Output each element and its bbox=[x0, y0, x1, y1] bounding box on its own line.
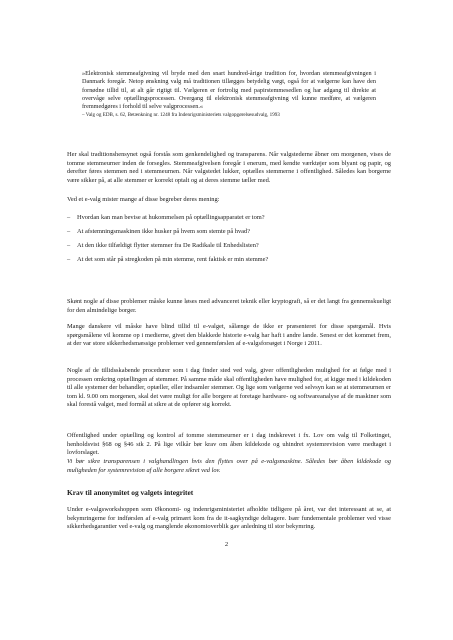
list-dash: – bbox=[67, 228, 71, 236]
paragraph-tradition: Her skal traditionshensynet også forstås som genkendelighed og transparens. Når valgstederne åbner om morgenen, vises de tomme stemmeurner inden de forsegles. Stemmeafgivelsen foregår i enerum, med kendte værktøjer som blyant og papir, og derefter føres stemmen ned i stemmeurnen. Når valgstedet lukker, optælles stemmerne i offentlighed. Således kan borgerne være sikker på, at alle stemmer er korrekt optalt og at deres stemme tæller med. bbox=[67, 151, 391, 184]
list-item bbox=[67, 228, 391, 237]
list-dash: – bbox=[67, 214, 71, 221]
list-item-text: At den ikke tilfældigt flytter stemmer fra De Radikale til Enhedslisten? bbox=[77, 242, 259, 250]
quote-attribution: – Valg og EDB, s. 62, Betænkning nr. 1248 fra Indenrigsministeriets valgopgørelsesudvalg, 1993 bbox=[82, 112, 280, 119]
paragraph-cryptography: Skønt nogle af disse problemer måske kunne løses med advanceret teknik eller kryptografi, så er det langt fra gennemskueligt for den almindelige borger. bbox=[67, 298, 391, 314]
paragraph-blind-trust: Mange danskere vil måske have blind tillid til e-valget, sålænge de ikke er præsenteret for disse spørgsmål. Hvis spørgsmålene vil komme op i medierne, givet den blakkede historie e-valg har haft i andre lande. Senest er det kommet frem, at der var store sikkerhedsmæssige problemer ved gennemførslen af e-valgsforsøget i Norge i 2011. bbox=[67, 323, 391, 347]
paragraph-workshop: Under e-valgsworkshoppen som Økonomi- og indenrigsministeriet afholdte tidligere på året, var det interessant at se, at bekymringerne for indførslen af e-valg primært kom fra de it-sagkyndige deltagere. Især fundementale problemer ved visse sikkerhedsgarantier ved e-valg og manglende økonomioverblik gav anledning til stor bekymring. bbox=[67, 506, 391, 530]
paragraph-recommendation: Vi bør sikre transparensen i valghandlingen hvis den flyttes over på e-valgsmaskine. Således bør åben kildekode og muligheden for systemrevision af alle borgere sikret ved lov. bbox=[67, 458, 391, 474]
list-item-text: Hvordan kan man bevise at hukommelsen på optællingsapparatet er tom? bbox=[77, 214, 265, 221]
question-list bbox=[67, 214, 391, 270]
list-item-text: At det som står på stregkoden på min stemme, rent faktisk er min stemme? bbox=[77, 256, 269, 264]
list-item bbox=[67, 256, 391, 265]
block-quote bbox=[82, 70, 376, 119]
paragraph-open-source: Nogle af de tillidsskabende procedurer som i dag finder sted ved valg, giver offentligheden mulighed for at følge med i processen omkring optællingen af stemmer. På samme måde skal offentligheden have mulighed for, at kigge med i kildekoden til alle systemer der behandler, optæller, eller indsamler stemmer. Og lige som vælgerne ved selvsyn kan se at stemmeurnen er tom kl. 9.00 om morgenen, skal det være muligt for alle borgere at foretage hardware- og softwareanalyse af de maskiner som skal forestå valget, med formål at sikre at de opfører sig korrekt. bbox=[67, 367, 391, 408]
list-item-text: At afstemningsmaskinen ikke husker på hvem som stemte på hvad? bbox=[77, 228, 251, 236]
paragraph-intro-list: Ved et e-valg mister mange af disse begreber deres mening: bbox=[67, 196, 220, 203]
paragraph-law: Offentlighed under optælling og kontrol af tomme stemmeurner er i dag indskrevet i fx. Lov om valg til Folketinget, henholdsvist §68 og §46 stk 2. På lige vilkår bør krav om åben kildekode og uhindret systemrevision være medtaget i lovforslaget. bbox=[67, 432, 391, 456]
section-heading: Krav til anonymitet og valgets integritet bbox=[67, 488, 194, 497]
list-dash: – bbox=[67, 242, 71, 250]
list-item bbox=[67, 242, 391, 251]
quote-text: »Elektronisk stemmeafgivning vil bryde med den snart hundred-årige tradition for, hvordan stemmeafgivningen i Danmark foregår. Netop ønskning valg må traditionen tillægges betydelig vægt, også for at vælgerne kan have den fornødne tillid til, at alt går rigtigt til. Vælgeren er fortrolig med papirstemmesedlen og har adgang til direkte at overvåge selve optællingsprocessen. Overgang til elektronisk stemmeafgivning vil kunne medføre, at vælgeren fremmedgøres i forhold til selve valgprocessen.« bbox=[82, 70, 376, 111]
list-item bbox=[67, 214, 391, 223]
page-number: 2 bbox=[224, 541, 229, 548]
list-dash: – bbox=[67, 256, 71, 264]
